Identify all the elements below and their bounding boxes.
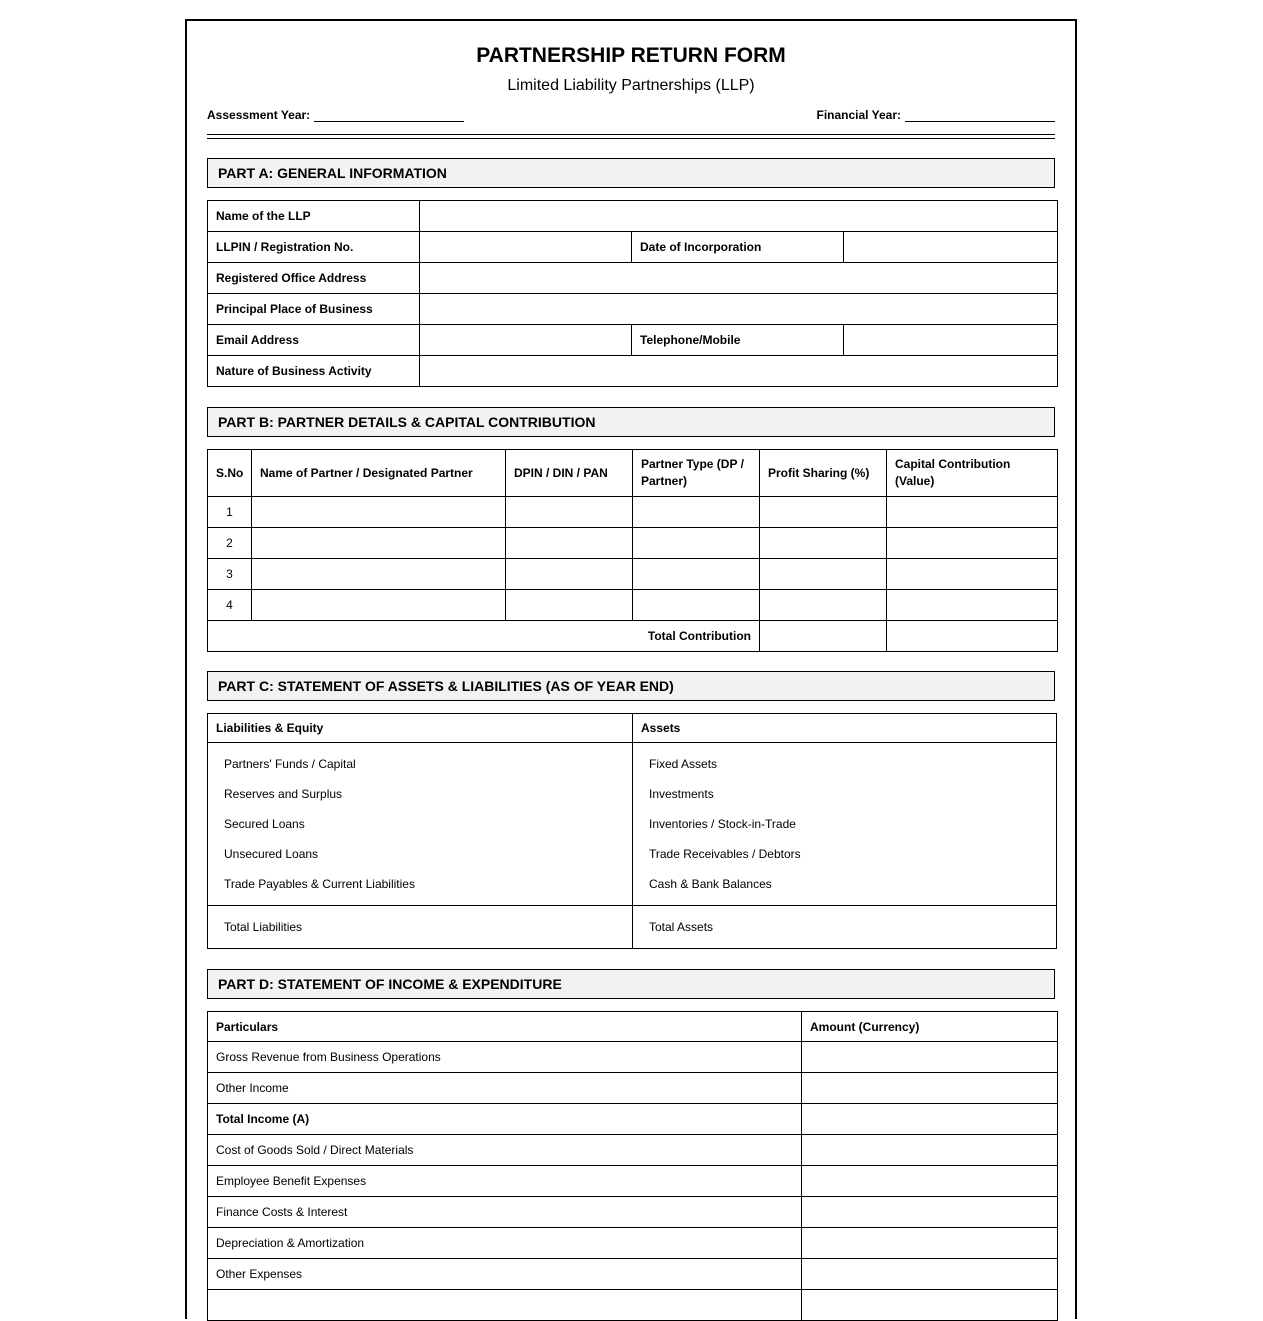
name-llp-field[interactable] [420, 201, 1058, 232]
partner-type-field[interactable] [633, 590, 760, 621]
asset-item: Inventories / Stock-in-Trade [649, 817, 796, 831]
part-b-table [207, 449, 1058, 652]
capital-contribution-field[interactable] [887, 590, 1058, 621]
row-number: 4 [208, 590, 252, 621]
registered-office-field[interactable] [420, 263, 1058, 294]
amount-header: Amount (Currency) [802, 1012, 1058, 1042]
table-row [208, 232, 1058, 263]
part-d-heading: PART D: STATEMENT OF INCOME & EXPENDITURE [207, 969, 1055, 999]
part-b-heading: PART B: PARTNER DETAILS & CAPITAL CONTRIBUTION [207, 407, 1055, 437]
part-c-heading: PART C: STATEMENT OF ASSETS & LIABILITIES (AS OF YEAR END) [207, 671, 1055, 701]
partner-name-field[interactable] [252, 559, 506, 590]
dpin-field[interactable] [506, 497, 633, 528]
name-llp-label: Name of the LLP [208, 201, 420, 232]
liability-item: Reserves and Surplus [224, 787, 343, 801]
table-row [208, 1197, 1058, 1228]
column-header: Name of Partner / Designated Partner [252, 450, 506, 497]
part-d-table [207, 1011, 1058, 1321]
asset-item: Cash & Bank Balances [649, 877, 772, 891]
dpin-field[interactable] [506, 528, 633, 559]
assessment-year-label: Assessment Year: [207, 108, 311, 122]
llpin-label: LLPIN / Registration No. [208, 232, 420, 263]
form-title: PARTNERSHIP RETURN FORM [476, 44, 786, 67]
total-assets: Total Assets [649, 920, 714, 934]
table-row [208, 528, 1058, 559]
registered-office-label: Registered Office Address [208, 263, 420, 294]
profit-sharing-field[interactable] [760, 590, 887, 621]
table-row [208, 621, 1058, 652]
assessment-year-field[interactable] [314, 109, 464, 122]
row-number: 3 [208, 559, 252, 590]
table-row [208, 201, 1058, 232]
row-number: 2 [208, 528, 252, 559]
liabilities-header: Liabilities & Equity [208, 714, 632, 743]
date-incorporation-field[interactable] [844, 232, 1058, 263]
amount-field[interactable] [802, 1104, 1058, 1135]
dpin-field[interactable] [506, 590, 633, 621]
principal-place-field[interactable] [420, 294, 1058, 325]
part-a-heading: PART A: GENERAL INFORMATION [207, 158, 1055, 188]
particulars-header: Particulars [208, 1012, 802, 1042]
table-row [208, 497, 1058, 528]
total-contribution-label: Total Contribution [208, 621, 760, 652]
telephone-field[interactable] [844, 325, 1058, 356]
profit-sharing-field[interactable] [760, 528, 887, 559]
liabilities-column [208, 714, 632, 948]
table-row [208, 263, 1058, 294]
nature-business-label: Nature of Business Activity [208, 356, 420, 387]
partner-name-field[interactable] [252, 497, 506, 528]
table-row [208, 1042, 1058, 1073]
amount-field[interactable] [802, 1135, 1058, 1166]
amount-field[interactable] [802, 1042, 1058, 1073]
row-number: 1 [208, 497, 252, 528]
liability-item: Unsecured Loans [224, 847, 319, 861]
table-row [208, 1073, 1058, 1104]
particular-label [208, 1290, 802, 1321]
particular-label: Depreciation & Amortization [208, 1228, 802, 1259]
financial-year-label: Financial Year: [816, 108, 901, 122]
capital-contribution-field[interactable] [887, 497, 1058, 528]
particular-label: Finance Costs & Interest [208, 1197, 802, 1228]
partner-name-field[interactable] [252, 590, 506, 621]
asset-item: Trade Receivables / Debtors [649, 847, 801, 861]
amount-field[interactable] [802, 1228, 1058, 1259]
liability-item: Trade Payables & Current Liabilities [224, 877, 415, 891]
asset-item: Fixed Assets [649, 757, 718, 771]
form-subtitle: Limited Liability Partnerships (LLP) [507, 77, 755, 94]
partner-name-field[interactable] [252, 528, 506, 559]
partner-type-field[interactable] [633, 559, 760, 590]
table-row [208, 590, 1058, 621]
capital-contribution-field[interactable] [887, 528, 1058, 559]
liability-item: Partners' Funds / Capital [224, 757, 356, 771]
dpin-field[interactable] [506, 559, 633, 590]
column-header: Capital Contribution (Value) [887, 450, 1058, 497]
column-header: Partner Type (DP / Partner) [633, 450, 760, 497]
assets-header: Assets [633, 714, 1057, 743]
particular-label: Employee Benefit Expenses [208, 1166, 802, 1197]
amount-field[interactable] [802, 1073, 1058, 1104]
amount-field[interactable] [802, 1166, 1058, 1197]
particular-label: Gross Revenue from Business Operations [208, 1042, 802, 1073]
total-capital-field[interactable] [887, 621, 1058, 652]
profit-sharing-field[interactable] [760, 559, 887, 590]
part-c-table [207, 713, 1057, 949]
column-header: Profit Sharing (%) [760, 450, 887, 497]
table-row [208, 1259, 1058, 1290]
assets-column [632, 714, 1057, 948]
column-header: DPIN / DIN / PAN [506, 450, 633, 497]
telephone-label: Telephone/Mobile [632, 325, 844, 356]
particular-label: Other Expenses [208, 1259, 802, 1290]
table-row [208, 1166, 1058, 1197]
table-row [208, 294, 1058, 325]
assessment-year [207, 108, 464, 122]
totals-divider [208, 905, 1056, 906]
principal-place-label: Principal Place of Business [208, 294, 420, 325]
amount-field[interactable] [802, 1197, 1058, 1228]
header-divider [207, 134, 1055, 139]
table-row [208, 1290, 1058, 1321]
llpin-field[interactable] [420, 232, 632, 263]
form-page [185, 19, 1077, 1319]
profit-sharing-field[interactable] [760, 497, 887, 528]
total-liabilities: Total Liabilities [224, 920, 303, 934]
table-row [208, 325, 1058, 356]
liability-item: Secured Loans [224, 817, 305, 831]
amount-field[interactable] [802, 1259, 1058, 1290]
table-row [208, 559, 1058, 590]
table-row [208, 1228, 1058, 1259]
table-row [208, 356, 1058, 387]
partner-type-field[interactable] [633, 497, 760, 528]
table-header-row [208, 1012, 1058, 1042]
financial-year-field[interactable] [905, 109, 1055, 122]
table-row [208, 1104, 1058, 1135]
email-field[interactable] [420, 325, 632, 356]
asset-item: Investments [649, 787, 714, 801]
partner-type-field[interactable] [633, 528, 760, 559]
nature-business-field[interactable] [420, 356, 1058, 387]
amount-field[interactable] [802, 1290, 1058, 1321]
particular-label: Total Income (A) [208, 1104, 802, 1135]
email-label: Email Address [208, 325, 420, 356]
total-profit-sharing-field[interactable] [760, 621, 887, 652]
date-incorporation-label: Date of Incorporation [632, 232, 844, 263]
table-header-row [208, 450, 1058, 497]
financial-year [817, 108, 1056, 122]
part-a-table [207, 200, 1058, 387]
particular-label: Cost of Goods Sold / Direct Materials [208, 1135, 802, 1166]
column-header: S.No [208, 450, 252, 497]
capital-contribution-field[interactable] [887, 559, 1058, 590]
table-row [208, 1135, 1058, 1166]
particular-label: Other Income [208, 1073, 802, 1104]
